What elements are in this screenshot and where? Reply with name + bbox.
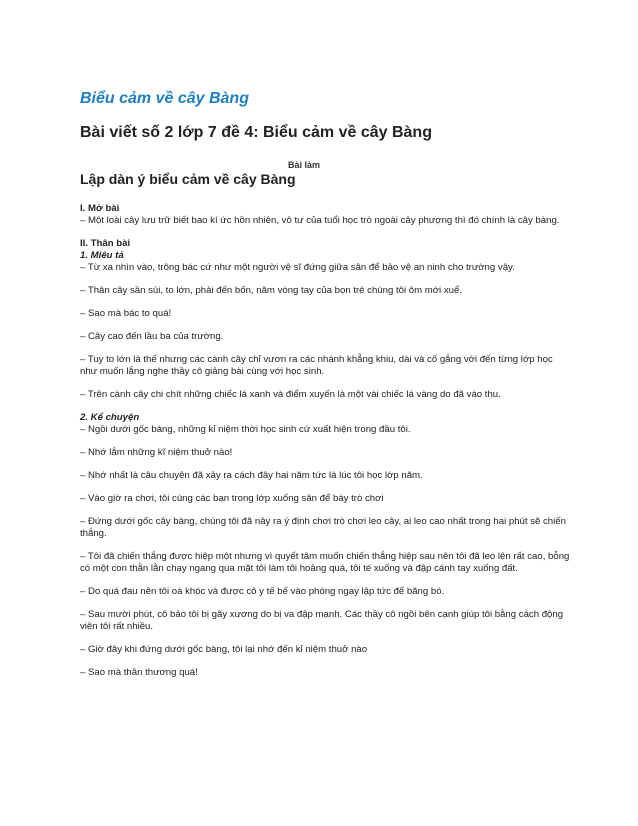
paragraph: – Nhớ lắm những kĩ niệm thuở nào! [80,447,233,458]
paragraph: – Giờ đây khi đứng dưới gốc bàng, tôi lại nhớ đến kỉ niệm thuở nào [80,644,368,655]
section-heading: II. Thân bài [80,238,131,249]
outline-title: Lập dàn ý biểu cảm về cây Bàng [80,171,296,187]
paragraph: – Do quá đau nên tôi oà khóc và được cô y tế bế vào phòng ngay lập tức để băng bó. [80,586,445,597]
paragraph: – Trên cành cây chi chít những chiếc lá xanh và điểm xuyến là một vài chiếc lá vàng do đã vào thu. [80,389,501,400]
subtitle: Bài viết số 2 lớp 7 đề 4: Biểu cảm về cây Bàng [80,124,432,141]
paragraph: – Sao mà bác to quá! [80,308,172,319]
subsection-heading: 1. Miêu tả [80,250,124,261]
bai-lam-label: Bài làm [288,160,321,170]
paragraph: – Nhớ nhất là câu chuyện đã xảy ra cách đây hai năm tức là lúc tôi học lớp năm. [80,470,423,481]
document-content [80,203,570,690]
main-title: Biểu cảm về cây Bàng [80,90,249,107]
paragraph: – Thân cây sần sùi, to lớn, phải đến bốn, năm vòng tay của bọn trẻ chúng tôi ôm mới xuể. [80,285,462,296]
subsection-heading: 2. Kể chuyện [80,412,140,423]
section-mo-bai [80,203,570,227]
section-heading: I. Mở bài [80,203,120,214]
paragraph: – Ngồi dưới gốc bàng, những kỉ niệm thời học sinh cứ xuất hiện trong đầu tôi. [80,424,411,435]
paragraph: – Sao mà thân thương quá! [80,667,198,678]
paragraph: – Cây cao đến lầu ba của trường. [80,331,224,342]
paragraph: – Tuy to lớn là thế nhưng các cành cây chỉ vươn ra các nhánh khẳng khiu, dài và cố gắng với đến từng lớp học như muốn lắng nghe thầy cô giảng bài cùng với học sinh. [80,354,553,377]
paragraph: – Tôi đã chiến thắng được hiệp một nhưng vì quyết tâm muốn chiến thắng hiệp sau nên tôi đã leo lên rất cao, bỗng có một con thằn lằn chạy ngang qua mặt tôi làm tôi hoảng quá, tôi té xuống và đập cánh tay xuống đất. [80,551,570,574]
paragraph: – Một loài cây lưu trữ biết bao kí ức hồn nhiên, vô tư của tuổi học trò ngoài cây phượng thì đó chính là cây bàng. [80,215,560,226]
section-than-bai [80,238,570,679]
paragraph: – Đứng dưới gốc cây bàng, chúng tôi đã nảy ra ý định chơi trò chơi leo cây, ai leo cao nhất trong hai phút sẽ chiến thắng. [80,516,566,539]
paragraph: – Sau mười phút, cô bảo tôi bị gãy xương do bị va đập mạnh. Các thầy cô ngồi bên cạnh giúp tôi bằng cách động viên tôi rất nhiều. [80,609,564,632]
paragraph: – Vào giờ ra chơi, tôi cùng các bạn trong lớp xuống sân để bày trò chơi [80,493,384,504]
paragraph: – Từ xa nhìn vào, trông bác cứ như một người vệ sĩ đứng giữa sân để bảo vệ an ninh cho trường vậy. [80,262,515,273]
